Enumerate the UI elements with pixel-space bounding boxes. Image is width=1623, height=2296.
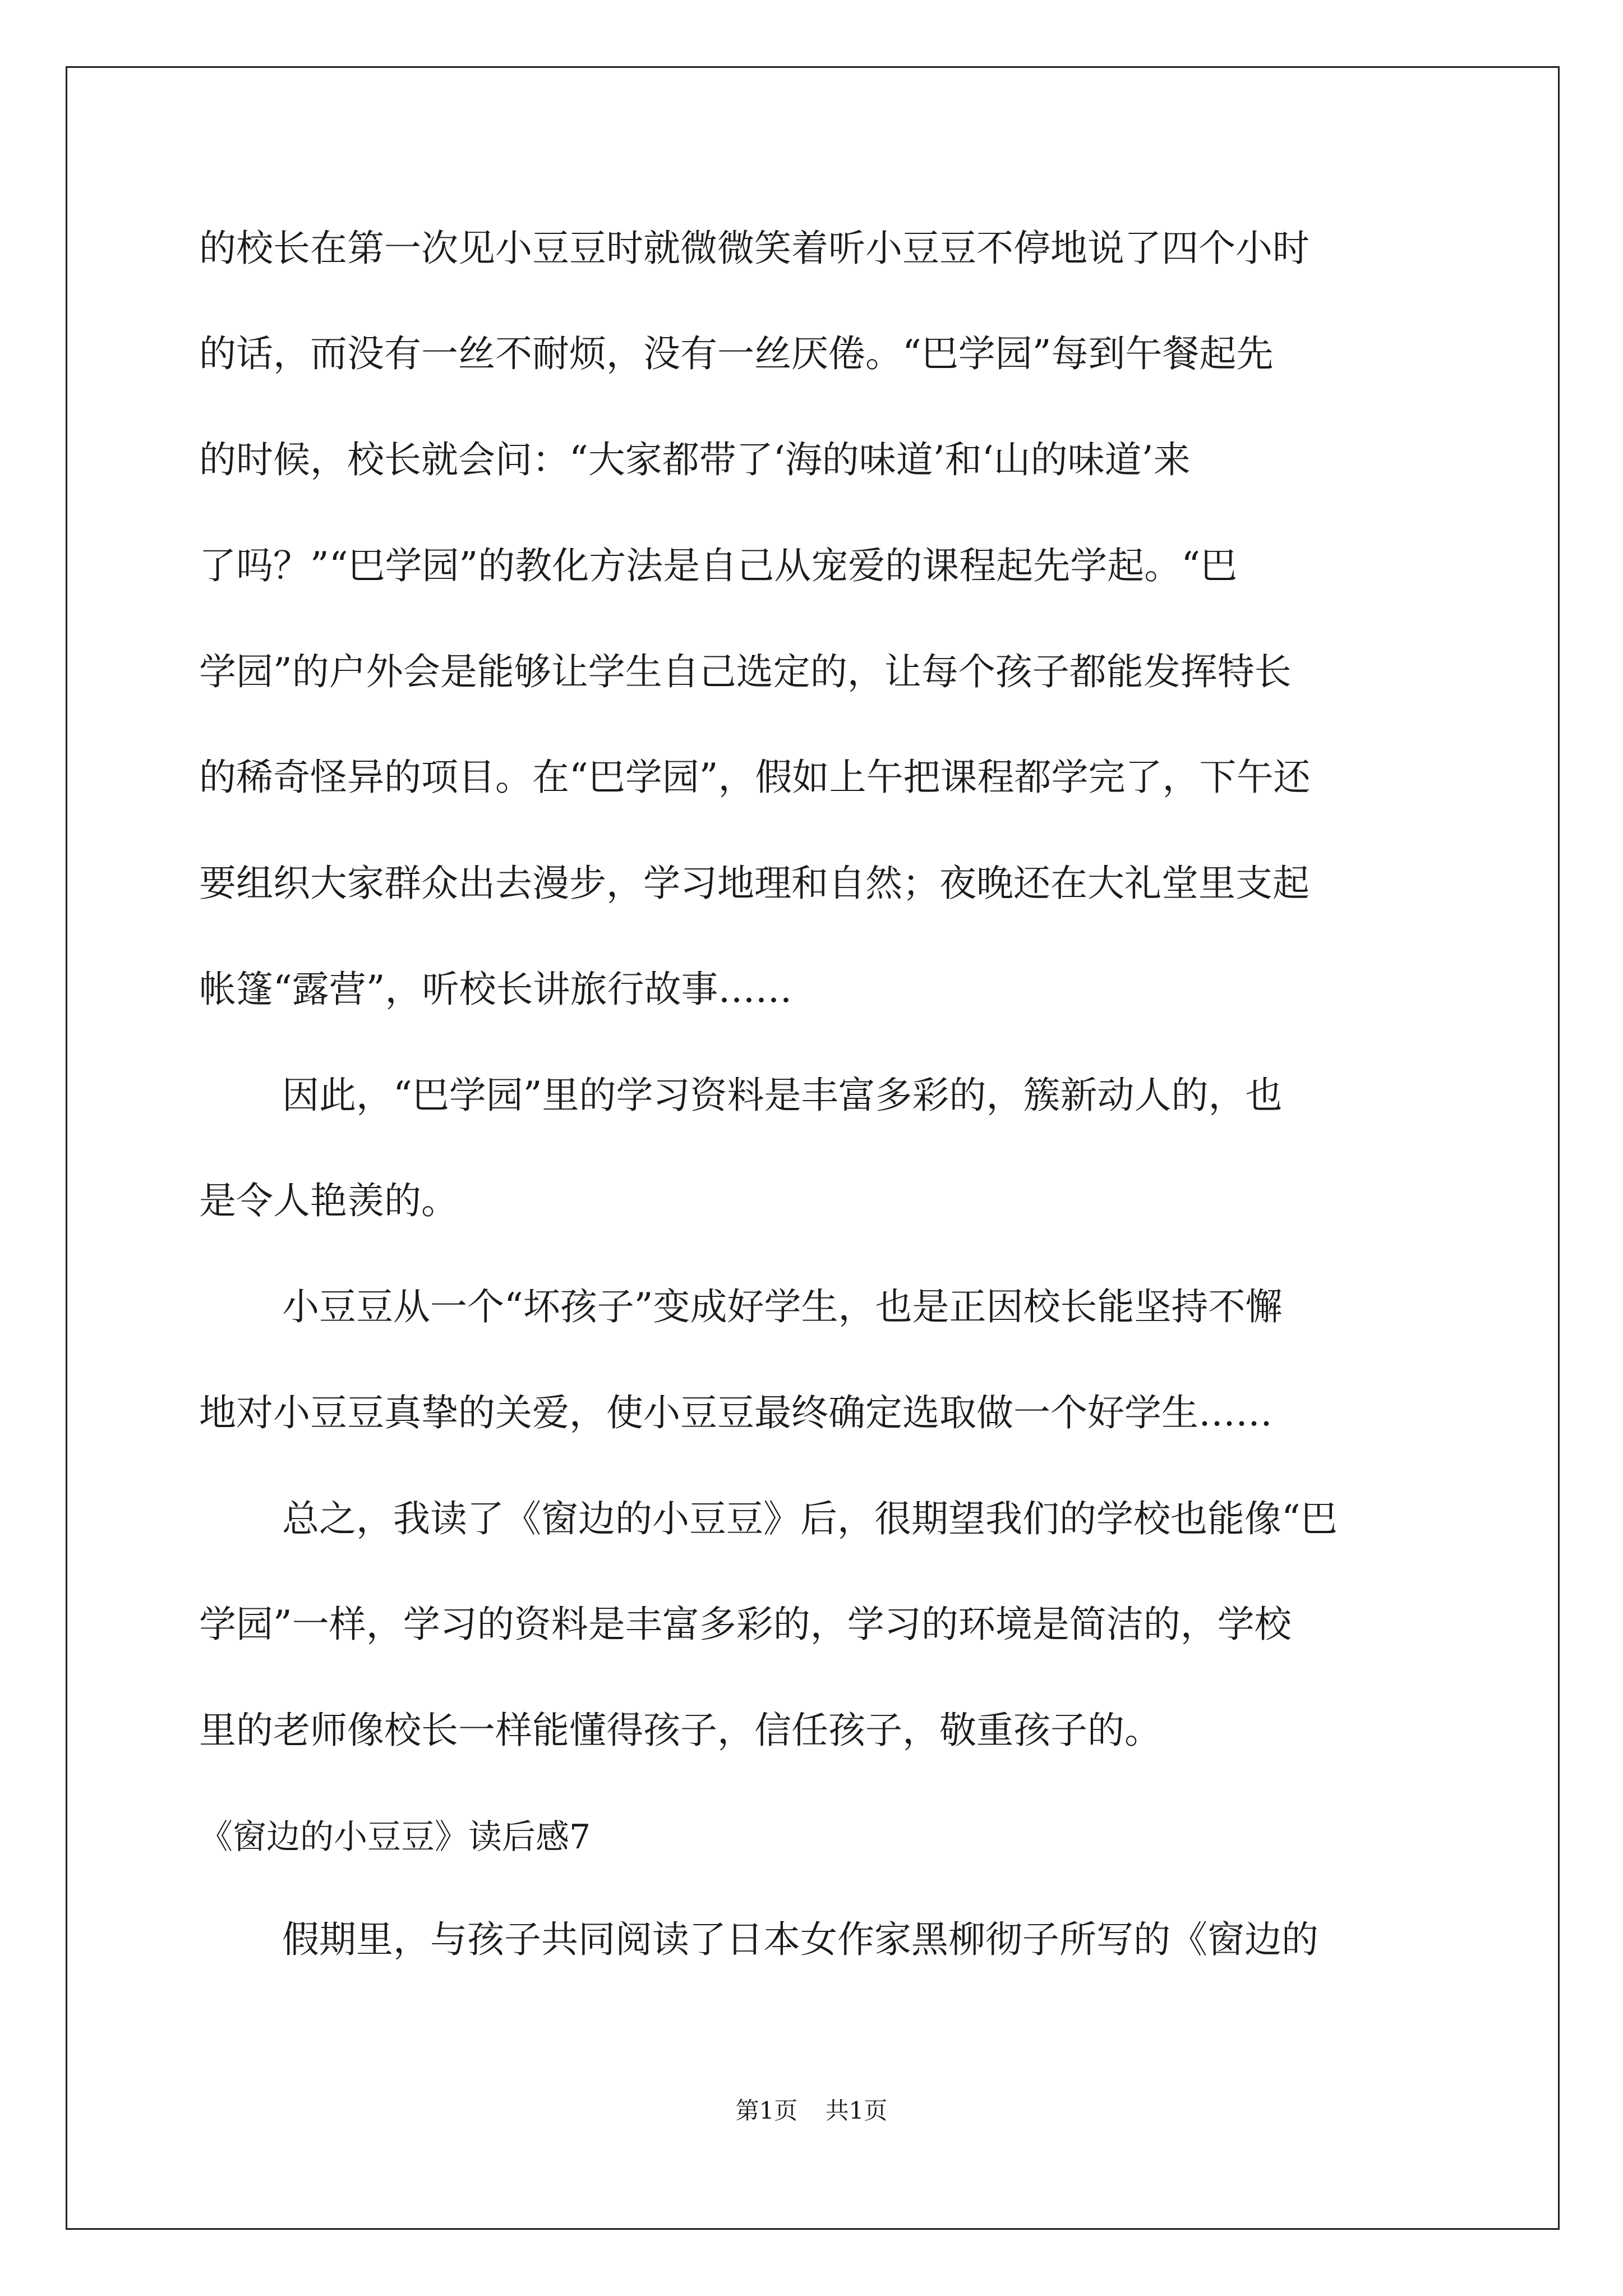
text-line: 学园”一样，学习的资料是丰富多彩的，学习的环境是简洁的，学校 <box>199 1603 1292 1646</box>
page-total: 共1页 <box>825 2097 888 2124</box>
text-line: 帐篷“露营”，听校长讲旅行故事…… <box>199 968 792 1011</box>
text-line: 的时候，校长就会问：“大家都带了‘海的味道’和‘山的味道’来 <box>199 438 1191 481</box>
text-line: 学园”的户外会是能够让学生自己选定的，让每个孩子都能发挥特长 <box>199 650 1292 693</box>
page-number: 第1页 <box>735 2097 798 2124</box>
text-line: 的校长在第一次见小豆豆时就微微笑着听小豆豆不停地说了四个小时 <box>199 227 1310 270</box>
text-line: 的稀奇怪异的项目。在“巴学园”，假如上午把课程都学完了，下午还 <box>199 756 1311 799</box>
text-line: 了吗？”“巴学园”的教化方法是自己从宠爱的课程起先学起。“巴 <box>199 544 1237 587</box>
paragraph-start-line: 因此，“巴学园”里的学习资料是丰富多彩的，簇新动人的，也 <box>282 1074 1283 1117</box>
text-line: 里的老师像校长一样能懂得孩子，信任孩子，敬重孩子的。 <box>199 1709 1161 1752</box>
paragraph-start-line: 总之，我读了《窗边的小豆豆》后，很期望我们的学校也能像“巴 <box>282 1497 1338 1540</box>
text-line: 要组织大家群众出去漫步，学习地理和自然；夜晚还在大礼堂里支起 <box>199 862 1310 905</box>
section-heading: 《窗边的小豆豆》读后感7 <box>199 1818 591 1857</box>
text-line: 是令人艳羡的。 <box>199 1179 458 1222</box>
page-footer <box>0 2092 1623 2126</box>
paragraph-start-line: 假期里，与孩子共同阅读了日本女作家黑柳彻子所写的《窗边的 <box>282 1918 1318 1961</box>
paragraph-start-line: 小豆豆从一个“坏孩子”变成好学生，也是正因校长能坚持不懈 <box>282 1285 1283 1328</box>
text-line: 地对小豆豆真挚的关爱，使小豆豆最终确定选取做一个好学生…… <box>199 1391 1272 1434</box>
page-border <box>66 66 1560 2230</box>
text-line: 的话，而没有一丝不耐烦，没有一丝厌倦。“巴学园”每到午餐起先 <box>199 332 1274 375</box>
